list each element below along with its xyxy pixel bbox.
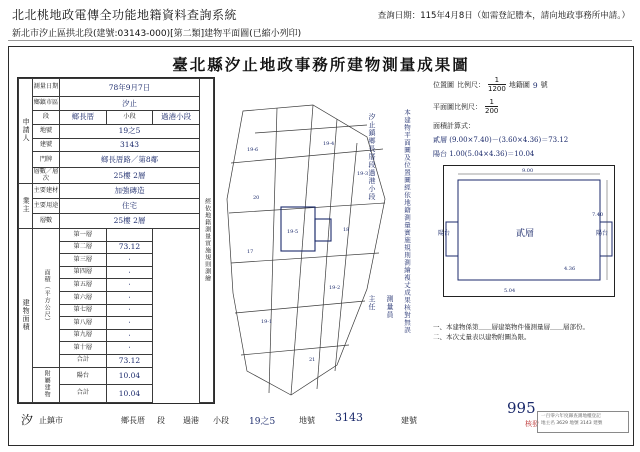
floor-5-value: ‧ [106,279,153,292]
svg-text:21: 21 [309,357,316,363]
floor-6-label: 第六層 [60,291,107,304]
query-date: 查詢日期：115年4月8日（如需登記謄本，請向地政事務所申請。） [377,11,630,21]
form-side-applicant: 申請人 [19,79,33,184]
floor-6-value: ‧ [106,291,153,304]
position-scale-label: 比例尺： [457,81,485,89]
calc-line-2: 陽台 1.00(5.04×4.36)＝10.04 [433,150,535,158]
balcony-value: 10.04 [106,367,153,385]
calc-title: 面積計算式： [433,122,475,130]
floor-7-label: 第七層 [60,304,107,317]
survey-document [8,46,634,446]
floor-8-value: ‧ [106,317,153,330]
row-subsection-value: 過港小段 [153,111,200,125]
plan-notes [433,322,625,343]
svg-text:19-6: 19-6 [247,147,259,153]
plan-balcony-left-label: 陽台 [438,230,451,237]
row-floors-label: 層數／層次 [33,168,60,184]
system-header [0,0,640,44]
drawing-inscription-chief: 主任 [368,295,376,311]
form-grid [18,78,214,403]
position-map-row [433,77,625,93]
row-district-value: 汐止 [60,97,200,111]
floor-4-value: ‧ [106,266,153,279]
scale-den: 1200 [488,85,506,93]
cadastral-map-label: 地籍圖 [508,81,530,89]
floor-subtotal-label: 合計 [60,354,107,367]
drawing-inscription-0: 本建物平面圖及位置圖經依地籍測量實施規則測繪複丈成果核對無誤 [403,109,411,334]
svg-text:7.40: 7.40 [592,212,604,218]
location-scale-block [433,77,625,159]
plan-note-1: 一、本建物係第＿＿層建築物件僅測量層＿＿層部份。 [433,323,589,331]
svg-text:5.04: 5.04 [504,288,516,294]
page-title: 臺北縣汐止地政事務所建物測量成果圖 [172,55,470,74]
survey-form-table [17,77,215,404]
corner-stamp-line-2: 地主名 3629 地號 3143 建號 [541,420,603,426]
footer-section-unit: 段 [157,416,165,425]
floor-7-value: ‧ [106,304,153,317]
floor-3-label: 第三層 [60,254,107,267]
cadastral-map-unit: 號 [540,81,548,89]
row-landno-value: 19之5 [60,124,200,138]
floor-2-label: 第二層 [60,241,107,254]
floors-count-value: 25樓 2層 [60,214,200,229]
floor-3-value: ‧ [106,254,153,267]
footer-bldg-no: 3143 [335,411,363,424]
row-district-label: 鄉鎮市區 [33,97,60,111]
floor-9-label: 第九層 [60,329,107,342]
structure-label: 主要建材 [33,184,60,199]
floors-count-label: 層數 [33,214,60,229]
footer-subsection-label: 過港 [183,416,199,425]
cadastral-map-no: 9 [532,80,538,90]
svg-text:9.00: 9.00 [522,168,534,174]
row-landno-label: 地號 [33,124,60,138]
floor-10-label: 第十層 [60,342,107,355]
floor-1-value [106,229,153,242]
header-divider [8,40,632,41]
footer-town: 汐 [21,413,34,427]
footer-seal: 核發 [525,420,539,428]
svg-text:4.36: 4.36 [564,266,576,272]
scale-num: 1 [494,76,500,84]
right-panel [433,77,625,402]
row-section-label: 段 [33,111,60,125]
row-date-value: 78年9月7日 [60,79,200,97]
plan-main-label: 貳層 [516,229,535,239]
svg-text:18: 18 [343,227,350,233]
plan-balcony-right-label: 陽台 [596,230,609,237]
floor-10-value: ‧ [106,342,153,355]
svg-text:17: 17 [247,249,254,255]
plan-scale-row [433,99,625,115]
parcel-map-svg [217,103,429,403]
footer-serial: 995 [507,399,536,417]
svg-text:19-5: 19-5 [287,229,299,235]
vertical-certification: 經依地籍測量實施規則測繪 [200,79,214,403]
building-plan [438,165,615,297]
floor-9-value: ‧ [106,329,153,342]
附屬-total-value: 10.04 [106,385,153,403]
floor-1-label: 第一層 [60,229,107,242]
plan-scale-den: 200 [485,107,499,115]
row-address-label: 門牌 [33,152,60,168]
floor-2-value: 73.12 [106,241,153,254]
footer-section-label: 鄉長厝 [121,416,145,425]
row-section-value: 鄉長厝 [60,111,107,125]
footer-subsection-unit: 小段 [213,416,229,425]
form-side-area: 建物面積 [19,229,33,403]
document-subtitle: 新北市汐止區拱北段(建號:03143-000)[第二類]建物平面圖(已縮小列印) [12,29,302,39]
附屬-group-label: 附屬建物 [33,367,60,402]
use-value: 住宅 [60,199,200,214]
row-subsection-label: 小段 [106,111,153,125]
footer-land-no-label: 地號 [299,416,315,425]
footer-land-no: 19之5 [249,417,276,427]
plan-note-2: 二、本次丈量表以建物附圖為限。 [433,333,531,342]
plan-scale-num: 1 [489,98,494,106]
row-address-value: 鄉長厝路／第8鄰 [60,152,200,168]
use-label: 主要用途 [33,199,60,214]
floor-5-label: 第五層 [60,279,107,292]
floor-4-label: 第四層 [60,266,107,279]
form-side-owner: 業主 [19,184,33,229]
balcony-label: 陽台 [60,367,107,385]
structure-value: 加強磚造 [60,184,200,199]
footer-town-value: 止鎮市 [39,416,63,425]
row-date-label: 測量日期 [33,79,60,97]
svg-text:19-2: 19-2 [329,285,341,291]
row-floors-value: 25樓 2層 [60,168,200,184]
corner-stamp-line-1: 一百零六年度縣查測地權登記 [541,414,601,419]
floor-8-label: 第八層 [60,317,107,330]
plan-scale-value [485,99,498,115]
floor-group-label: 面積（平方公尺） [33,229,60,368]
drawing-inscription-1: 汐止鎮鄉長厝段過港小段 [368,113,376,201]
cadastral-drawing [217,103,429,403]
row-bldgno-label: 建號 [33,138,60,152]
svg-text:19-3: 19-3 [357,171,369,177]
position-scale-value [488,77,506,93]
svg-text:19-4: 19-4 [323,141,335,147]
drawing-inscription-surveyor: 測量員 [386,295,394,319]
floor-subtotal-value: 73.12 [106,354,153,367]
svg-text:19-1: 19-1 [261,319,273,325]
svg-text:20: 20 [253,195,260,201]
附屬-total-label: 合計 [60,385,107,403]
system-title: 北北桃地政電傳全功能地籍資料查詢系統 [12,8,238,22]
calc-line-1: 貳層 (9.00×7.40)－(3.60×4.36)＝73.12 [433,136,569,144]
position-map-label: 位置圖 [433,81,454,89]
corner-stamp [537,411,629,433]
footer-bldg-label: 建號 [401,416,417,425]
plan-scale-label: 平面圖比例尺： [433,103,482,111]
row-bldgno-value: 3143 [60,138,200,152]
